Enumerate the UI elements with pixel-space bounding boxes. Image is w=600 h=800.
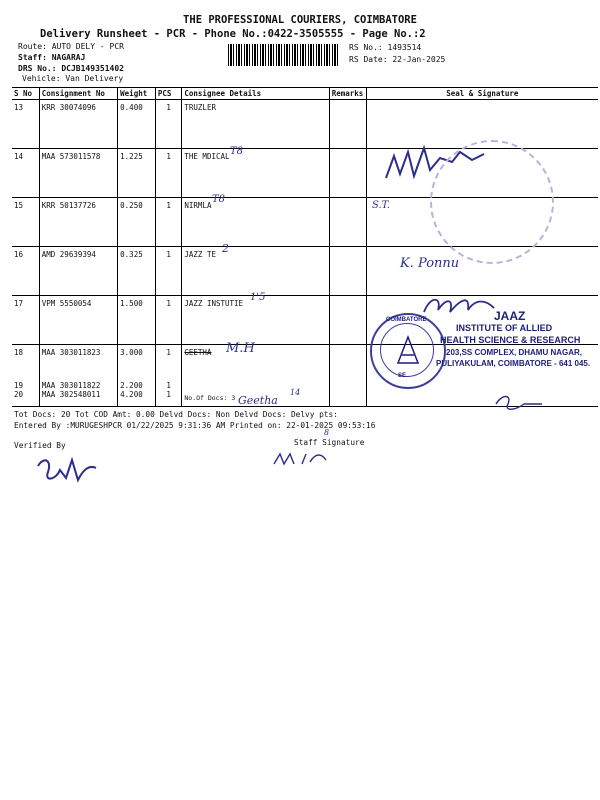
signature-row20	[490, 390, 550, 414]
cell-consignment: AMD 29639394	[39, 247, 117, 296]
cell-weight: 4.200	[118, 390, 156, 407]
col-pcs: PCS	[155, 88, 182, 100]
cell-sno: 20	[12, 390, 39, 407]
cell-consignment: KRR 30074096	[39, 100, 117, 149]
stamp-emblem-icon	[394, 335, 422, 367]
col-consignee: Consignee Details	[182, 88, 329, 100]
cell-weight: 2.200	[118, 381, 156, 390]
cell-remarks	[329, 345, 366, 382]
cell-pcs: 1	[155, 198, 182, 247]
col-weight: Weight	[118, 88, 156, 100]
cell-pcs: 1	[155, 381, 182, 390]
company-name: THE PROFESSIONAL COURIERS, COIMBATORE	[183, 14, 417, 26]
cell-consignee: GEETHA	[182, 345, 329, 382]
cell-consignment: MAA 302548011	[39, 390, 117, 407]
vehicle-label: Vehicle: Van Delivery	[22, 74, 124, 83]
cell-sno: 19	[14, 381, 24, 390]
cell-sno: 15	[12, 198, 39, 247]
cell-consignment: MAA 573011578	[39, 149, 117, 198]
cell-consignment: MAA 303011822	[39, 381, 117, 390]
cell-weight: 0.325	[118, 247, 156, 296]
cell-consignee: No.Of Docs: 3	[182, 390, 329, 407]
table-header-row	[12, 88, 598, 100]
signature-verified-by	[30, 450, 110, 490]
cell-weight: 3.000	[118, 345, 156, 382]
cell-pcs: 1	[155, 247, 182, 296]
stamp-line-4: PULIYAKULAM, COIMBATORE - 641 045.	[436, 359, 591, 368]
handwritten-row15-seal: S.T.	[372, 200, 391, 211]
signature-staff	[270, 446, 330, 470]
cell-seal	[366, 390, 598, 407]
cell-remarks	[329, 381, 366, 390]
cell-pcs: 1	[155, 390, 182, 407]
cell-consignee: NIRMLA	[182, 198, 329, 247]
cell-consignee: THE MDICAL	[182, 149, 329, 198]
cell-remarks	[329, 198, 366, 247]
entered-by-line: Entered By :MURUGESHPCR 01/22/2025 9:31:36 AM Printed on: 22-01-2025 09:53:16	[14, 421, 376, 430]
stamp-line-1: INSTITUTE OF ALLIED	[456, 323, 553, 333]
drs-number: DRS No.: DCJB149351402	[18, 64, 124, 73]
cell-consignment: VPM 5550054	[39, 296, 117, 345]
cell-remarks	[329, 100, 366, 149]
handwritten-row14: T8	[230, 146, 244, 157]
cell-consignment: KRR 50137726	[39, 198, 117, 247]
cell-weight: 0.250	[118, 198, 156, 247]
handwritten-row20: Geetha	[238, 394, 278, 407]
rs-number: RS No.: 1493514	[349, 43, 422, 52]
cell-sno: 18	[14, 348, 24, 357]
cell-pcs: 1	[155, 345, 182, 382]
faint-seal	[430, 140, 554, 264]
barcode	[228, 44, 340, 66]
staff-label: Staff: NAGARAJ	[18, 53, 86, 62]
cell-weight: 1.225	[118, 149, 156, 198]
table-row	[12, 100, 598, 149]
cell-pcs: 1	[155, 100, 182, 149]
route-label: Route: AUTO DELY - PCR	[18, 42, 124, 51]
cell-pcs: 1	[155, 296, 182, 345]
stamp-name: JAAZ	[494, 309, 526, 323]
handwritten-row16: 2	[222, 242, 229, 255]
cell-pcs: 1	[155, 149, 182, 198]
cell-remarks	[329, 390, 366, 407]
stamp-ring-side: SE	[398, 373, 407, 379]
totals-line: Tot Docs: 20 Tot COD Amt: 0.00 Delvd Docs: Non Delvd Docs: Delvy pts:	[14, 410, 338, 419]
cell-consignee: TRUZLER	[182, 100, 329, 149]
signature-row17	[420, 290, 500, 320]
handwritten-row15: T8	[212, 194, 226, 205]
verified-by-label: Verified By	[14, 441, 66, 450]
cell-sno: 17	[12, 296, 39, 345]
handwritten-row17: 1'5	[250, 292, 266, 303]
cell-weight: 1.500	[118, 296, 156, 345]
stamp-line-2: HEALTH SCIENCE & RESEARCH	[440, 335, 581, 345]
cell-consignee: JAZZ INSTUTIE	[182, 296, 329, 345]
cell-weight: 0.400	[118, 100, 156, 149]
cell-sno: 16	[12, 247, 39, 296]
col-sno: S No	[12, 88, 39, 100]
col-consignment: Consignment No	[39, 88, 117, 100]
cell-remarks	[329, 149, 366, 198]
runsheet-title: Delivery Runsheet - PCR - Phone No.:0422-3505555 - Page No.:2	[40, 28, 426, 40]
round-stamp	[370, 313, 446, 389]
cell-sno: 13	[12, 100, 39, 149]
rs-date: RS Date: 22-Jan-2025	[349, 55, 446, 64]
table-row	[12, 381, 598, 390]
staff-signature-label: Staff Signature	[294, 438, 365, 447]
handwritten-printed-note: 8	[324, 428, 330, 437]
handwritten-row16-seal: K. Ponnu	[400, 256, 460, 271]
handwritten-row20-number: 14	[290, 388, 301, 397]
cell-consignment: MAA 303011823	[39, 345, 117, 382]
stamp-ring-text: COIMBATORE	[386, 317, 427, 323]
cell-remarks	[329, 247, 366, 296]
cell-remarks	[329, 296, 366, 345]
cell-consignee: JAZZ TE	[182, 247, 329, 296]
col-remarks: Remarks	[329, 88, 366, 100]
cell-consignee	[182, 381, 329, 390]
handwritten-row18: M.H	[226, 341, 255, 356]
cell-sno: 14	[12, 149, 39, 198]
stamp-line-3: 203,SS COMPLEX, DHAMU NAGAR,	[446, 348, 583, 357]
col-seal: Seal & Signature	[366, 88, 598, 100]
